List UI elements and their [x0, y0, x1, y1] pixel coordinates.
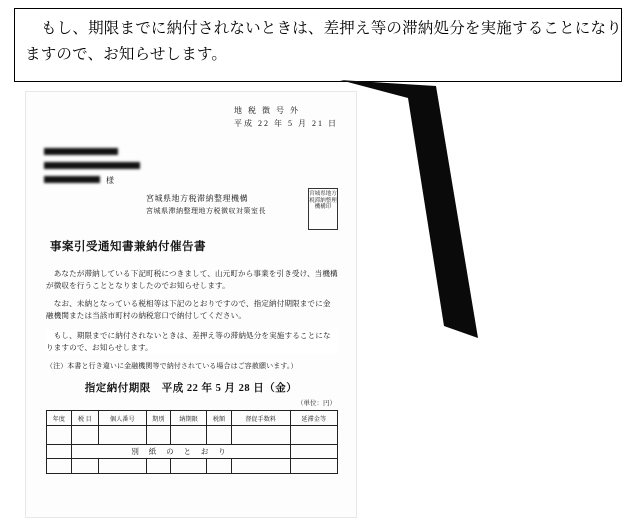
table-unit-note: （単位：円） — [297, 400, 336, 407]
callout-pointer-wedge — [340, 80, 480, 345]
addressee-honorific: 様 — [106, 176, 114, 185]
table-column-header: 年度 — [47, 411, 72, 426]
table-cell — [171, 426, 207, 445]
document-paragraph-highlighted: もし、期限までに納付されないときは、差押え等の滞納処分を実施することになりますので、お知らせします。 — [46, 330, 338, 354]
document-date: 平成 22 年 5 月 21 日 — [234, 119, 338, 128]
table-column-header: 税額 — [207, 411, 232, 426]
issuer-block — [146, 192, 266, 218]
table-cell — [71, 426, 98, 445]
callout-line-1: もし、期限までに納付されないときは、差押え等の滞納処分を実施することになり — [41, 20, 622, 37]
table-column-header: 延滞金等 — [290, 411, 337, 426]
official-seal-stamp: 宮城県地方税滞納整理機構印 — [308, 188, 338, 230]
table-column-header: 個人番号 — [99, 411, 146, 426]
table-header-row — [47, 411, 338, 426]
table-cell — [47, 426, 72, 445]
document-title: 事案引受通知書兼納付催告書 — [50, 241, 206, 253]
highlighted-notice-callout — [14, 8, 622, 82]
table-cell — [207, 459, 232, 474]
callout-line-2: ますので、お知らせします。 — [25, 46, 228, 63]
redacted-addressee-line-2 — [44, 162, 140, 169]
payment-deadline: 指定納付期限 平成 22 年 5 月 28 日（金） — [84, 383, 298, 394]
table-cell — [290, 459, 337, 474]
redacted-addressee-line-3 — [44, 176, 100, 183]
table-cell — [47, 445, 72, 459]
table-cell — [290, 426, 337, 445]
table-row-merged — [47, 445, 338, 459]
table-cell — [99, 426, 146, 445]
table-cell — [47, 459, 72, 474]
issuer-line-2: 宮城県滞納整理地方税徴収対策室長 — [146, 207, 266, 215]
table-column-header: 督促手数料 — [231, 411, 290, 426]
table-cell — [146, 459, 171, 474]
table-row — [47, 459, 338, 474]
table-cell — [231, 426, 290, 445]
table-cell — [71, 459, 98, 474]
table-row — [47, 426, 338, 445]
tax-amount-table — [46, 410, 338, 474]
table-cell — [171, 459, 207, 474]
document-paragraph-footnote: （注）本書と行き違いに金融機関等で納付されている場合はご容赦願います。） — [46, 362, 298, 370]
document-paragraph-1: あなたが滞納している下記町税につきまして、山元町から事業を引き受け、当機構が徴収を行うこととなりましたのでお知らせします。 — [46, 269, 338, 291]
table-cell — [99, 459, 146, 474]
table-cell — [290, 445, 337, 459]
redacted-addressee-line-1 — [44, 148, 118, 155]
table-cell — [146, 426, 171, 445]
table-column-header: 納期限 — [171, 411, 207, 426]
scanned-document-page — [26, 92, 356, 517]
table-merged-label: 別 紙 の と お り — [71, 445, 290, 459]
table-cell — [207, 426, 232, 445]
document-number: 地 税 徴 号 外 — [234, 106, 300, 115]
table-column-header: 税 目 — [71, 411, 98, 426]
table-cell — [231, 459, 290, 474]
document-header-block — [234, 104, 338, 130]
table-column-header: 期別 — [146, 411, 171, 426]
document-paragraph-2: なお、未納となっている税相等は下記のとおりですので、指定納付期限までに金融機関または当該市町村の納税窓口で納付してください。 — [46, 299, 331, 321]
issuer-line-1: 宮城県地方税滞納整理機構 — [146, 194, 248, 203]
